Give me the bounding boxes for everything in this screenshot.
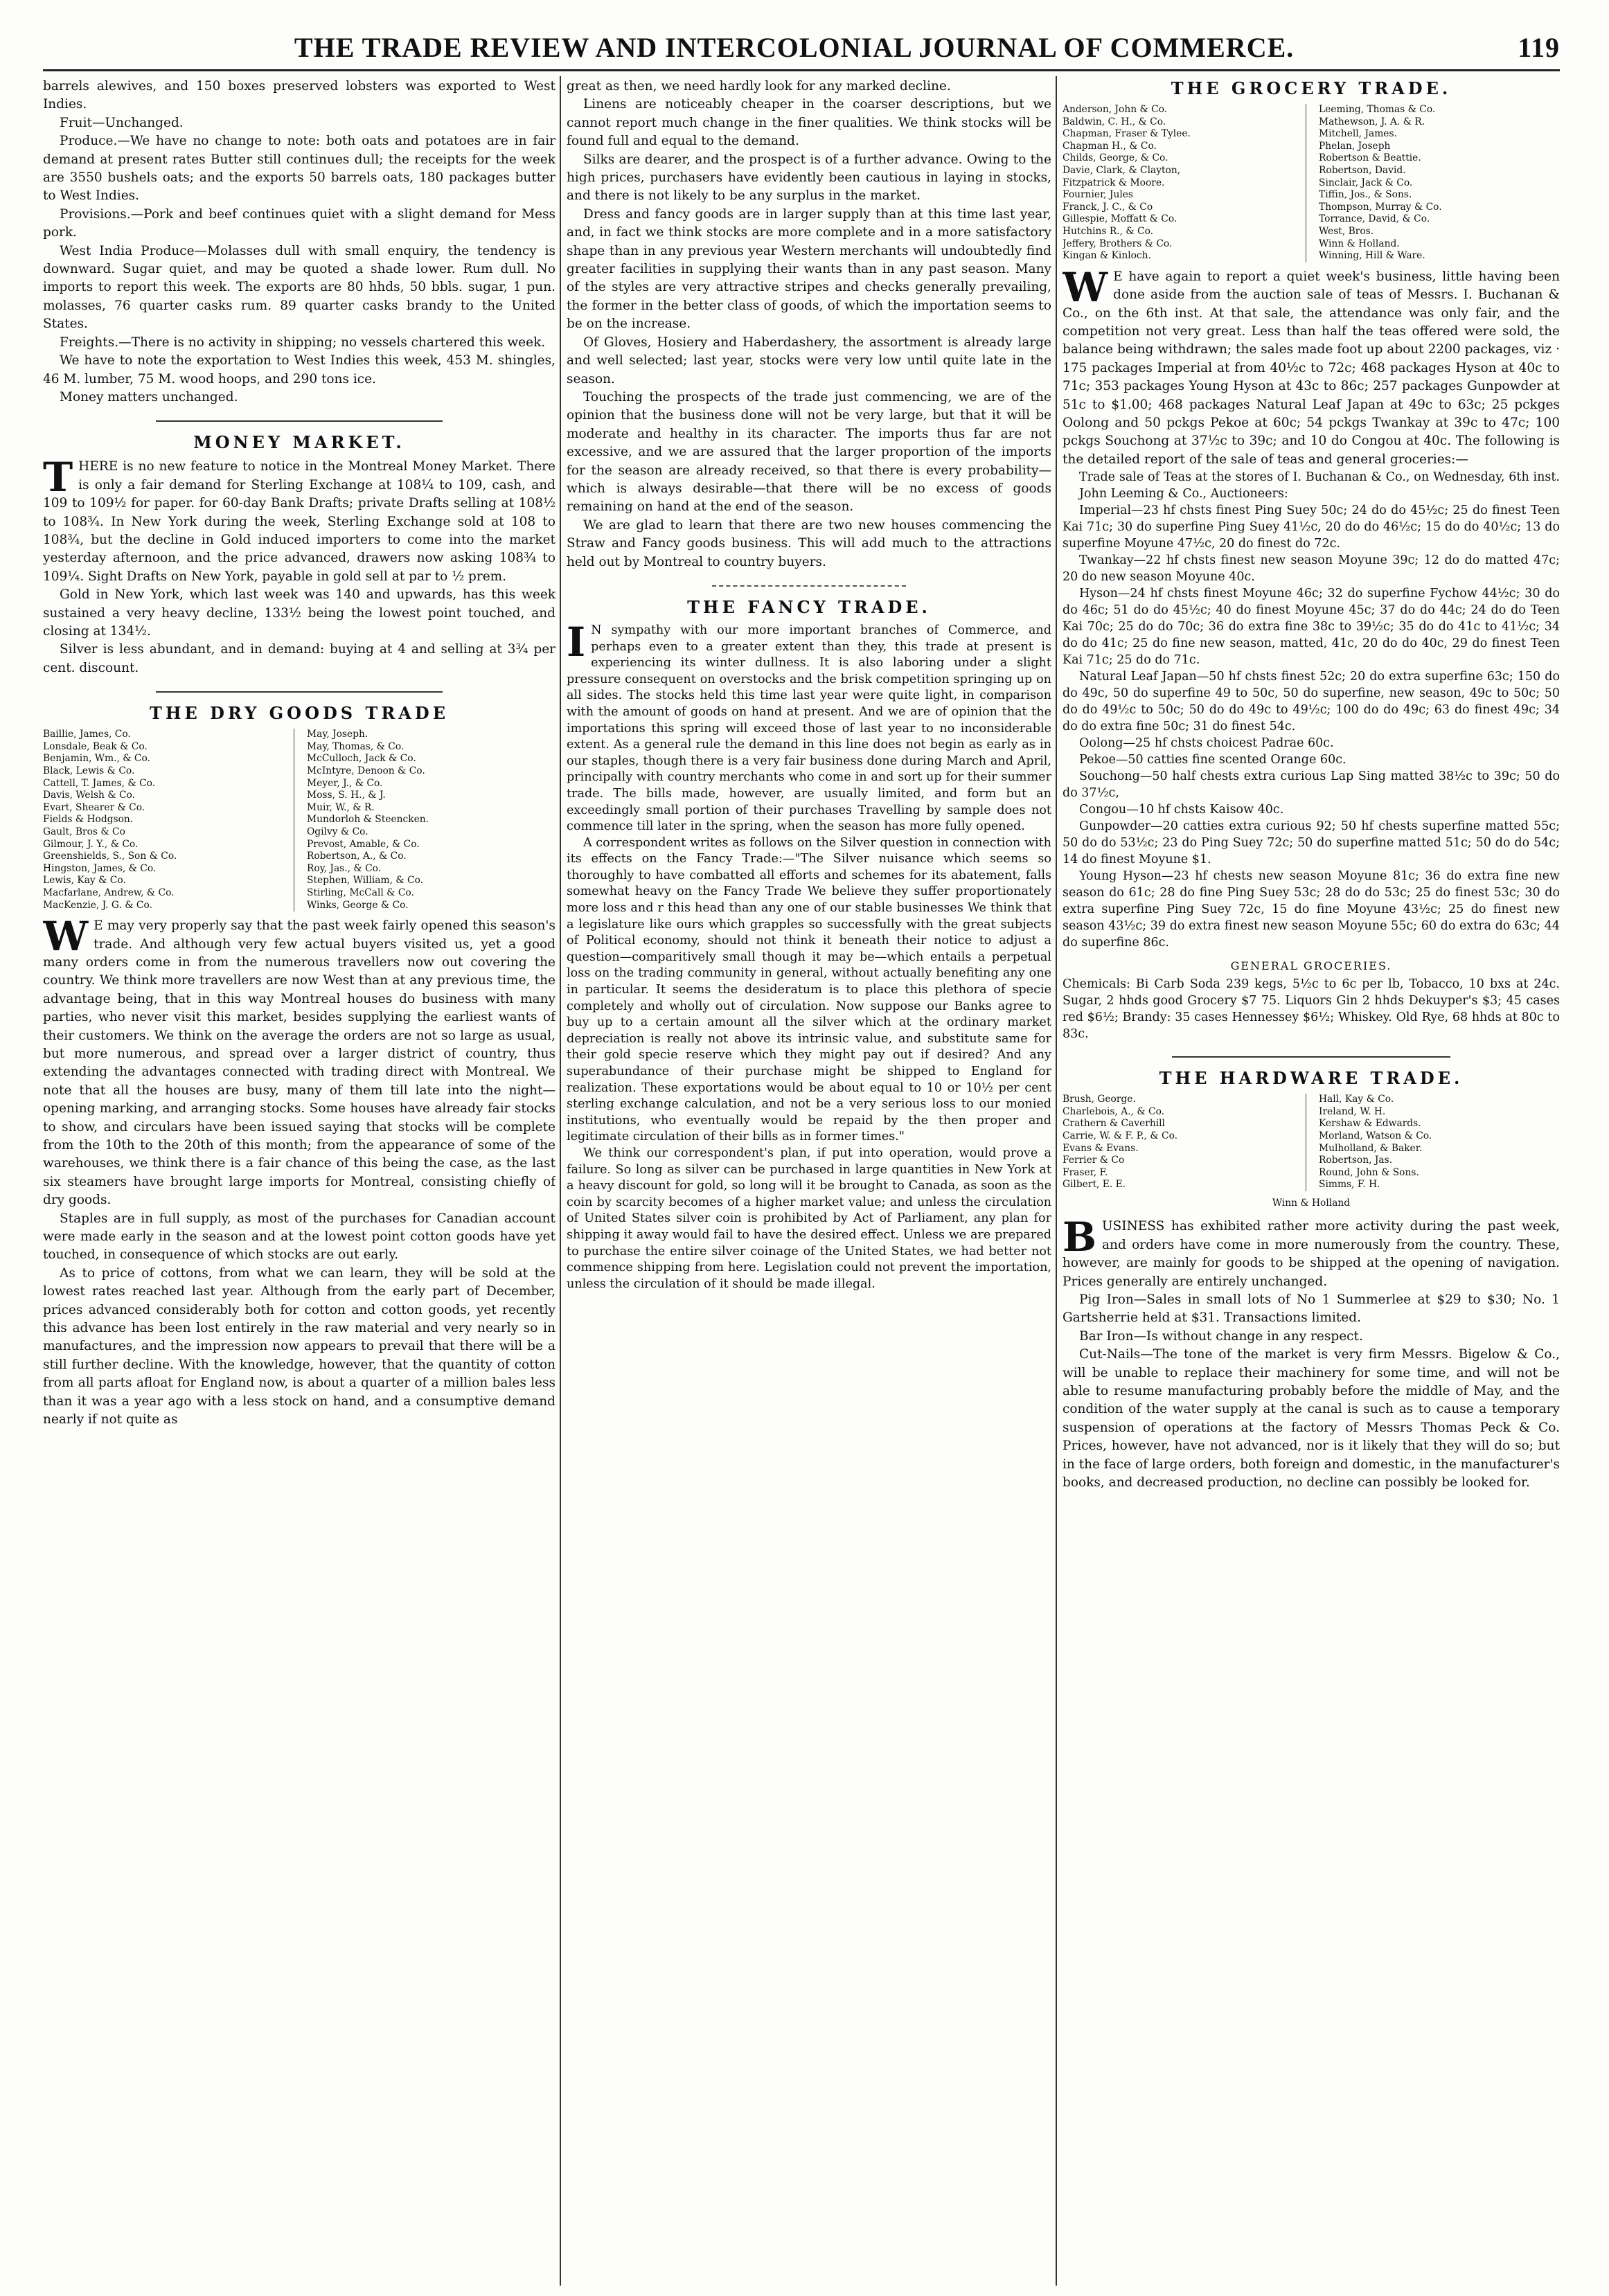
section-rule (156, 691, 443, 693)
header-rule (43, 69, 1560, 71)
paragraph: West India Produce—Molasses dull with small enquiry, the tendency is downward. Sugar quiet, and may be quoted a shade lower. Rum dull. No imports to report this week. The exports are 80 hhds, 50 bbls. sugar, 1 pun. molasses, 76 quarter casks rum. 89 quarter casks brandy to the United States. (43, 243, 555, 332)
firm-name: Phelan, Joseph (1319, 140, 1391, 152)
firm-name: Lonsdale, Beak & Co. (43, 740, 148, 752)
firm-name: Robertson, Jas. (1319, 1155, 1393, 1166)
firm-name: Ogilvy & Co. (307, 826, 368, 837)
firm-name: Davis, Welsh & Co. (43, 790, 136, 801)
firm-name: Baldwin, C. H., & Co. (1063, 116, 1166, 127)
firm-name: Benjamin, Wm., & Co. (43, 753, 150, 765)
paragraph: Bar Iron—Is without change in any respect. (1079, 1328, 1363, 1344)
paragraph: Natural Leaf Japan—50 hf chsts finest 52c; 20 do extra superfine 63c; 150 do do 49c, 50 do superfine 49 to 50c, 50 do superfine, new season, 49c to 50c; 50 do do 49½c to 50c; 50 do do 49c to 49½c; 100 do do 49c; 63 do finest 49c; 34 do do extra fine 50c; 31 do finest 54c. (1063, 670, 1560, 734)
firm-name: Fields & Hodgson. (43, 814, 134, 826)
firm-list (43, 729, 555, 911)
firm-name: Baillie, James, Co. (43, 729, 131, 740)
firm-name: Hutchins R., & Co. (1063, 225, 1154, 237)
firm-name: Gilmour, J. Y., & Co. (43, 838, 139, 850)
paragraph: Young Hyson—23 hf chests new season Moyune 81c; 36 do extra fine new season do 61c; 28 do fine Ping Suey 53c; 28 do do 53c; 25 do finest 53c; 30 do extra superfine Ping Suey 72c, 15 do fine Moyune 43½c; 25 do finest new season 43½c; 39 do extra finest new season Moyune 55c; 60 do extra do 63c; 44 do superfine 86c. (1063, 869, 1560, 950)
firm-list-right (304, 729, 555, 911)
paragraph: Freights.—There is no activity in shipping; no vessels chartered this week. (60, 335, 546, 350)
firm-name: Gillespie, Moffatt & Co. (1063, 213, 1177, 225)
drop-cap: B (1063, 1213, 1097, 1261)
firm-name: Morland, Watson & Co. (1319, 1130, 1432, 1141)
firm-name: Tiffin, Jos., & Sons. (1319, 189, 1412, 201)
column-divider (560, 76, 561, 2286)
firm-name: Cattell, T. James, & Co. (43, 777, 156, 789)
journal-title: THE TRADE REVIEW AND INTERCOLONIAL JOURNAL OF COMMERCE. (294, 32, 1295, 63)
firm-name: Chapman H., & Co. (1063, 140, 1157, 152)
firm-name: Gilbert, E. E. (1063, 1179, 1126, 1191)
firm-name: Stirling, McCall & Co. (307, 887, 414, 898)
firm-name: Kershaw & Edwards. (1319, 1118, 1421, 1130)
paragraph: Fruit—Unchanged. (60, 115, 184, 130)
paragraph: THERE is no new feature to notice in the Montreal Money Market. There is only a fair demand for Sterling Exchange at 108¼ to 109, cash, and 109 to 109½ for paper. for 60-day Bank Drafts; private Drafts selling at 108½ to 108¾. In New York during the week, Sterling Exchange sold at 108 to 108¾, but the decline in Gold induced importers to come into the market yesterday afternoon, and the price advanced, drawers now asking 108¾ to 109¼. Sight Drafts on New York, payable in gold sell at par to ½ prem. (43, 454, 555, 584)
page-header (43, 19, 1560, 64)
firm-name: Hingston, James, & Co. (43, 862, 157, 874)
firm-name: Meyer, J., & Co. (307, 777, 383, 789)
paragraph: Touching the prospects of the trade just commencing, we are of the opinion that the business done will not be very large, but that it will be moderate and healthy in its character. The imports thus far are not excessive, and we are assured that the larger proportion of the imports for the season are already received, so that there is every probability—which is always desirable—that there will be no excess of goods remaining on hand at the end of the season. (567, 389, 1051, 515)
firm-name: Evart, Shearer & Co. (43, 801, 145, 813)
firm-name: Davie, Clark, & Clayton, (1063, 164, 1181, 176)
paragraph: Silver is less abundant, and in demand: buying at 4 and selling at 3¾ per cent. discount. (43, 642, 555, 675)
firm-name: Gault, Bros & Co (43, 826, 125, 837)
firm-name: Anderson, John & Co. (1063, 104, 1168, 115)
section-title-money-market: MONEY MARKET. (193, 432, 405, 453)
paragraph: Gold in New York, which last week was 140 and upwards, has this week sustained a very heavy decline, 133½ being the lowest point touched, and closing at 134½. (43, 587, 555, 639)
paragraph: Oolong—25 hf chsts choicest Padrae 60c. (1079, 736, 1334, 751)
firm-name: McIntyre, Denoon & Co. (307, 765, 425, 776)
firm-list-left (1063, 104, 1306, 262)
firm-list-left (43, 729, 294, 911)
paragraph: Gunpowder—20 catties extra curious 92; 50 hf chests superfine matted 55c; 50 do do 53½c; 23 do Ping Suey 72c; 50 do superfine matted 51c; 50 do do 54c; 14 do finest Moyune $1. (1063, 819, 1560, 867)
firm-name: Mathewson, J. A. & R. (1319, 116, 1425, 127)
paragraph: We have to note the exportation to West Indies this week, 453 M. shingles, 46 M. lumber, 75 M. wood hoops, and 290 tons ice. (43, 353, 555, 386)
paragraph: Chemicals: Bi Carb Soda 239 kegs, 5½c to 6c per lb, Tobacco, 10 bxs at 24c. Sugar, 2 hhds good Grocery $7 75. Liquors Gin 2 hhds Dekuyper's $3; 45 cases red $6½; Brandy: 35 cases Hennessey $6½; Whiskey. Old Rye, 68 hhds at 80c to 83c. (1063, 977, 1560, 1042)
paragraph: Of Gloves, Hosiery and Haberdashery, the assortment is already large and well selected; last year, stocks were very low until quite late in the season. (567, 335, 1051, 386)
firm-name: Torrance, David, & Co. (1319, 213, 1430, 225)
paragraph: Imperial—23 hf chsts finest Ping Suey 50c; 24 do do 45½c; 25 do finest Teen Kai 71c; 30 do superfine Ping Suey 41½c, 20 do do 46½c; 15 do do 40½c; 13 do superfine Moyune 47½c, 20 do finest do 72c. (1063, 504, 1560, 551)
paragraph: Cut-Nails—The tone of the market is very firm Messrs. Bigelow & Co., will be unable to replace their machinery for some time, and will not be able to resume manufacturing probably before the middle of May, and the condition of the water supply at the canal is such as to cause a temporary suspension of operations at the factory of Messrs Thomas Peck & Co. Prices, however, have not advanced, nor is it likely that they will do so; but in the face of large orders, both foreign and domestic, in the manufacturer's books, and decreased production, no decline can possibly be looked for. (1063, 1347, 1560, 1490)
firm-name: Chapman, Fraser & Tylee. (1063, 128, 1191, 140)
drop-cap: I (567, 618, 586, 666)
firm-name: May, Joseph. (307, 729, 368, 740)
firm-name: Ferrier & Co (1063, 1155, 1125, 1166)
firm-name: Carrie, W. & F. P., & Co. (1063, 1130, 1178, 1141)
firm-name: West, Bros. (1319, 225, 1374, 237)
paragraph: Dress and fancy goods are in larger supply than at this time last year, and, in fact we think stocks are more complete and in a more satisfactory shape than in any previous year Western merchants will undoubtedly find greater facilities in supplying their wants than in any past season. Many of the styles are very attractive stripes and checks generally prevailing, the former in the better class of goods, of which the importation seems to be on the increase. (567, 206, 1051, 332)
paragraph: Pekoe—50 catties fine scented Orange 60c. (1079, 753, 1346, 767)
firm-name: MacKenzie, J. G. & Co. (43, 899, 152, 911)
firm-name: May, Thomas, & Co. (307, 740, 405, 752)
firm-name: Fournier, Jules (1063, 189, 1133, 201)
paragraph: A correspondent writes as follows on the Silver question in connection with its effects on the Fancy Trade:—"The Silver nuisance which seems so thoroughly to have combatted all efforts and schemes for its abatement, falls somewhat heavy on the Fancy Trade We believe they suffer proportionately more loss and r this head than any one of our stable businesses We think that a legislature like ours which grapples so successfully with the great subjects of Political economy, should not think it beneath their notice to adjust a question—comparitively small though it may be—which entails a perpetual loss on the trading community in general, without actually benefiting any one in particular. It seems the desideratum is to place this plethora of specie completely and wholly out of circulation. Now suppose our Banks agree to buy up to a certain amount all the silver which at the ordinary market depreciation is really not above its intrinsic value, and substitute same for their gold specie reserve which they might pay out if desired? And any superabundance of their purchase might be shipped to England for realization. These exportations would be about equal to 10 or 10½ per cent sterling exchange calculation, and not be a very serious loss to our monied institutions, who eventually would be repaid by the then proper and legitimate circulation of their bills as in former times." (567, 835, 1051, 1144)
paragraph: Twankay—22 hf chsts finest new season Moyune 39c; 12 do do matted 47c; 20 do new season Moyune 40c. (1063, 553, 1560, 585)
firm-name: Moss, S. H., & J. (307, 790, 386, 801)
paragraph: Linens are noticeably cheaper in the coarser descriptions, but we cannot report much change in the finer qualities. We think stocks will be found full and equal to the demand. (567, 97, 1051, 149)
page-number: 119 (1518, 32, 1560, 63)
paragraph: Hyson—24 hf chsts finest Moyune 46c; 32 do superfine Fychow 44½c; 30 do do 46c; 51 do do 45½c; 40 do finest Moyune 45c; 37 do do 44c; 24 do do Teen Kai 70c; 25 do do 70c; 36 do extra fine 38c to 39½c; 35 do do 41c to 41½c; 34 do do 41c; 25 do fine new season, matted, 41c, 20 do do 40c, 29 do finest Teen Kai 71c; 25 do do 71c. (1063, 587, 1560, 668)
firm-list-right (1316, 104, 1560, 262)
paragraph: Souchong—50 half chests extra curious Lap Sing matted 38½c to 39c; 50 do do 37½c, (1063, 769, 1560, 801)
section-title-hardware: THE HARDWARE TRADE. (1159, 1068, 1464, 1089)
firm-name: Robertson, David. (1319, 164, 1406, 176)
firm-name: Fraser, F. (1063, 1166, 1108, 1178)
section-title-dry-goods: THE DRY GOODS TRADE (149, 703, 450, 724)
firm-name: Round, John & Sons. (1319, 1166, 1419, 1178)
firm-list (1063, 104, 1560, 262)
paragraph: Produce.—We have no change to note: both oats and potatoes are in fair demand at present rates Butter still continues dull; the receipts for the week are 3550 bushels oats; and the exports 50 barrels oats, 180 packages butter to West Indies. (43, 134, 555, 204)
paragraph: We think our correspondent's plan, if put into operation, would prove a failure. So long as silver can be purchased in large quantities in New York at a heavy discount for gold, so long will it be brought to Canada, as soon as the coin by scarcity becomes of a higher market value; and unless the circulation of United States silver coin is prohibited by Act of Parliament, any plan for shipping it away would fail to have the desired effect. Unless we are prepared to purchase the entire silver coinage of the United States, we had better not commence shipping from here. Legislation could not prevent the importation, unless the circulation of it should be made illegal. (567, 1146, 1051, 1291)
paragraph: As to price of cottons, from what we can learn, they will be sold at the lowest rates reached last year. Although from the early part of December, prices advanced considerably both for cotton and cotton goods, yet recently this advance has been lost entirely in the raw material and very nearly so in manufactures, and the impression now appears to prevail that there will be a still further decline. With the knowledge, however, that the quantity of cotton from all parts afloat for England now, is about a quarter of a million bales less than it was a year ago with a less stock on hand, and a consumptive demand nearly if not quite as (43, 1265, 555, 1427)
firm-name: Robertson, A., & Co. (307, 851, 407, 862)
firm-name: Black, Lewis & Co. (43, 765, 135, 776)
firm-name: Simms, F. H. (1319, 1179, 1380, 1191)
firm-name: Roy, Jas., & Co. (307, 862, 382, 874)
firm-name: Stephen, William, & Co. (307, 875, 424, 887)
column-3 (1063, 78, 1560, 2273)
paragraph: W E may very properly say that the past week fairly opened this season's trade. And although very few actual buyers visited us, yet a good many orders come in from the numerous travellers now out covering the country. We think more travellers are now West than at any previous time, the advantage being, that in this way Montreal houses do business with many parties, who never visit this market, besides supplying the earliest wants of their customers. We think on the average the orders are not so large as usual, but more numerous, and spread over a larger district of country, thus extending the advantages connected with trading direct with Montreal. We note that all the houses are busy, many of them till late into the night—opening marking, and arranging stocks. Some houses have already fair stocks to show, and circulars have been issued saying that stocks will be complete from the 10th to the 20th of this month; from the appearance of some of the warehouses, we think there is a fair chance of this being the case, as the last six steamers have brought large imports for Montreal, consisting chiefly of dry goods. (43, 913, 555, 1208)
firm-name: Fitzpatrick & Moore. (1063, 177, 1165, 188)
paragraph: We are glad to learn that there are two new houses commencing the Straw and Fancy goods business. This will add much to the attractions held out by Montreal to country buyers. (567, 517, 1051, 569)
section-title-fancy-trade: THE FANCY TRADE. (687, 596, 931, 617)
firm-name: Crathern & Caverhill (1063, 1118, 1165, 1130)
paragraph: I N sympathy with our more important branches of Commerce, and perhaps even to a greater extent than they, this trade at present is experiencing its winter dullness. It is also laboring under a slight pressure consequent on overstocks and the brisk competition springing up on all sides. The stocks held this time last year were quite light, in comparison with the amount of goods on hand at present. And we are of opinion that the importations this spring will exceed those of last year to no inconsiderable extent. As a general rule the demand in this line does not begin as early as in our staples, though there is a very fair business done during March and April, principally with country merchants who come in and sort up for their summer trade. The bills made, however, are usually limited, and form but an exceedingly small portion of their purchases Travelling by sample does not commence till later in the spring, when the season has more fully opened. (567, 618, 1051, 834)
firm-name: Leeming, Thomas & Co. (1319, 104, 1436, 115)
paragraph: Trade sale of Teas at the stores of I. Buchanan & Co., on Wednesday, 6th inst. John Leeming & Co., Auctioneers: (1079, 470, 1560, 501)
firm-name: Robertson & Beattie. (1319, 152, 1421, 164)
firm-name: Thompson, Murray & Co. (1319, 201, 1442, 213)
firm-name: Winning, Hill & Ware. (1319, 250, 1425, 262)
firm-name: Winks, George & Co. (307, 899, 409, 911)
firm-name: Mulholland, & Baker. (1319, 1142, 1423, 1154)
paragraph: Pig Iron—Sales in small lots of No 1 Summerlee at $29 to $30; No. 1 Gartsherrie held at $31. Transactions limited. (1063, 1292, 1560, 1326)
firm-name: Lewis, Kay & Co. (43, 875, 126, 887)
firm-name: Muir, W., & R. (307, 801, 375, 813)
column-2 (567, 78, 1051, 2273)
paragraph: Money matters unchanged. (60, 389, 238, 404)
paragraph: BUSINESS has exhibited rather more activity during the past week, and orders have come in more numerously from the country. These, however, are mainly for goods to be shipped at the opening of navigation. Prices generally are entirely unchanged. (1063, 1213, 1560, 1289)
section-rule (1172, 1056, 1450, 1058)
paragraph: Congou—10 hf chsts Kaisow 40c. (1079, 803, 1284, 817)
firm-name: Prevost, Amable, & Co. (307, 838, 420, 850)
firm-list-footer: Winn & Holland (1272, 1197, 1351, 1209)
firm-name: Kingan & Kinloch. (1063, 250, 1151, 262)
column-1 (43, 78, 555, 2273)
firm-name: Brush, George. (1063, 1094, 1136, 1105)
section-title-grocery: THE GROCERY TRADE. (1171, 78, 1452, 98)
paragraph: Provisions.—Pork and beef continues quiet with a slight demand for Mess pork. (43, 206, 555, 240)
firm-name: Charlebois, A., & Co. (1063, 1105, 1165, 1117)
drop-cap: T (43, 454, 73, 501)
firm-name: Winn & Holland. (1319, 238, 1400, 249)
firm-name: McCulloch, Jack & Co. (307, 753, 416, 765)
paragraph: barrels alewives, and 150 boxes preserved lobsters was exported to West Indies. (43, 79, 555, 112)
firm-name: Jeffery, Brothers & Co. (1063, 238, 1173, 249)
firm-name: Evans & Evans. (1063, 1142, 1139, 1154)
firm-name: Sinclair, Jack & Co. (1319, 177, 1413, 188)
paragraph: Staples are in full supply, as most of the purchases for Canadian account were made early in the season and at the lowest point cotton goods have yet touched, in consequence of which stocks are out early. (43, 1211, 555, 1263)
section-rule (156, 420, 443, 422)
firm-name: Childs, George, & Co. (1063, 152, 1168, 164)
firm-name: Macfarlane, Andrew, & Co. (43, 887, 175, 898)
firm-name: Franck, J. C., & Co (1063, 201, 1153, 213)
firm-list-right (1316, 1094, 1560, 1191)
paragraph: Silks are dearer, and the prospect is of a further advance. Owing to the high prices, purchasers have evidently been cautious in laying in stocks, and there is not likely to be any surplus in the market. (567, 152, 1051, 204)
subsection-title-general-groceries: GENERAL GROCERIES. (1230, 959, 1392, 973)
firm-name: Greenshields, S., Son & Co. (43, 851, 177, 862)
firm-name: Mitchell, James. (1319, 128, 1397, 140)
firm-list-left (1063, 1094, 1306, 1191)
firm-name: Mundorloh & Steencken. (307, 814, 429, 826)
paragraph: W E have again to report a quiet week's business, little having been done aside from the auction sale of teas of Messrs. I. Buchanan & Co., on the 6th inst. At that sale, the attendance was only fair, and the competition not very great. Less than half the teas offered were sold, the balance being withdrawn; the sales made foot up about 2200 packages, viz · 175 packages Imperial at from 40½c to 72c; 468 packages Hyson at 40c to 71c; 353 packages Young Hyson at 43c to 86c; 257 packages Gunpowder at 51c to $1.00; 468 packages Natural Leaf Japan at 49c to 63c; 25 pckges Oolong and 50 pckgs Pekoe at 60c; 54 pckgs Twankay at 39c to 47c; 100 pckgs Souchong at 37½c to 39c; and 10 do Congou at 40c. The following is the detailed report of the sale of teas and general groceries:— (1063, 263, 1560, 467)
section-rule (712, 585, 906, 587)
column-divider (1056, 76, 1057, 2286)
drop-cap: W (1063, 263, 1108, 311)
firm-list (1063, 1094, 1560, 1191)
drop-cap: W (43, 913, 89, 961)
firm-name: Hall, Kay & Co. (1319, 1094, 1394, 1105)
firm-name: Ireland, W. H. (1319, 1105, 1386, 1117)
paragraph: great as then, we need hardly look for any marked decline. (567, 79, 951, 94)
